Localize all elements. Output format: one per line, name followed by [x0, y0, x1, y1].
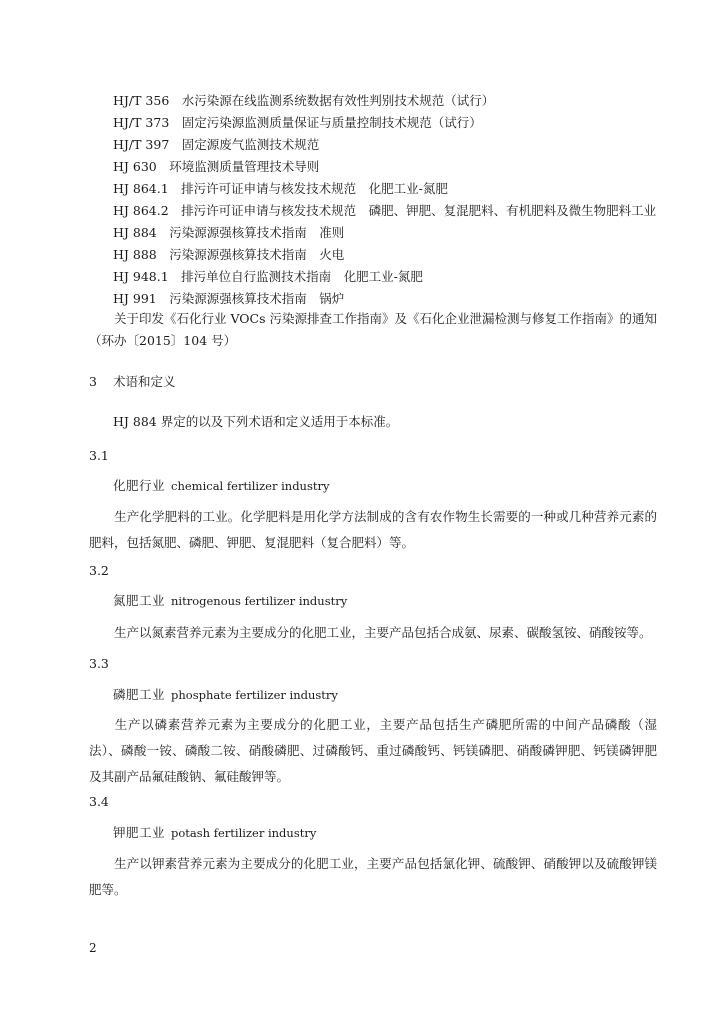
reference-item: HJ 864.1 排污许可证申请与核发技术规范 化肥工业-氮肥 — [113, 181, 448, 196]
term-definition: 生产以磷素营养元素为主要成分的化肥工业，主要产品包括生产磷肥所需的中间产品磷酸（湿法）、磷酸一铵、磷酸二铵、硝酸磷肥、过磷酸钙、重过磷酸钙、钙镁磷肥、硝酸磷钾肥、钙镁磷钾肥及其副产品氟硅酸钠、氟硅酸钾等。 — [89, 717, 657, 784]
notice-reference: 关于印发《石化行业 VOCs 污染源排查工作指南》及《石化企业泄漏检测与修复工作指南》的通知（环办〔2015〕104 号） — [89, 311, 657, 348]
section-intro: HJ 884 界定的以及下列术语和定义适用于本标准。 — [113, 414, 399, 429]
term-heading — [113, 687, 338, 703]
reference-item: HJ 864.2 排污许可证申请与核发技术规范 磷肥、钾肥、复混肥料、有机肥料及微生物肥料工业 — [113, 203, 657, 218]
term-zh: 化肥行业 — [113, 478, 166, 493]
page-number: 2 — [89, 941, 97, 955]
term-definition: 生产化学肥料的工业。化学肥料是用化学方法制成的含有农作物生长需要的一种或几种营养元素的肥料，包括氮肥、磷肥、钾肥、复混肥料（复合肥料）等。 — [89, 509, 657, 550]
term-en: phosphate fertilizer industry — [171, 688, 338, 702]
reference-item: HJ 884 污染源源强核算技术指南 准则 — [113, 225, 345, 240]
term-definition: 生产以氮素营养元素为主要成分的化肥工业，主要产品包括合成氨、尿素、碳酸氢铵、硝酸铵等。 — [114, 625, 652, 640]
reference-item: HJ 991 污染源源强核算技术指南 锅炉 — [113, 291, 345, 306]
term-heading — [113, 478, 329, 494]
term-number: 3.1 — [89, 448, 109, 463]
term-number: 3.4 — [89, 794, 109, 809]
term-zh: 磷肥工业 — [113, 687, 166, 702]
section-number: 3 — [89, 374, 97, 389]
reference-item: HJ/T 356 水污染源在线监测系统数据有效性判别技术规范（试行） — [113, 93, 495, 108]
term-number: 3.3 — [89, 656, 109, 671]
section-title: 术语和定义 — [113, 374, 176, 389]
reference-item: HJ 948.1 排污单位自行监测技术指南 化肥工业-氮肥 — [113, 269, 423, 284]
reference-item: HJ 888 污染源源强核算技术指南 火电 — [113, 247, 345, 262]
term-zh: 氮肥工业 — [113, 593, 166, 608]
term-en: chemical fertilizer industry — [171, 479, 330, 493]
term-en: potash fertilizer industry — [171, 826, 317, 840]
term-heading — [113, 593, 347, 609]
reference-item: HJ/T 397 固定源废气监测技术规范 — [113, 137, 320, 152]
reference-item: HJ/T 373 固定污染源监测质量保证与质量控制技术规范（试行） — [113, 115, 482, 130]
term-heading — [113, 825, 316, 841]
reference-item: HJ 630 环境监测质量管理技术导则 — [113, 159, 320, 174]
term-definition: 生产以钾素营养元素为主要成分的化肥工业，主要产品包括氯化钾、硫酸钾、硝酸钾以及硫酸钾镁肥等。 — [89, 856, 657, 897]
term-number: 3.2 — [89, 563, 109, 578]
term-zh: 钾肥工业 — [113, 825, 166, 840]
term-en: nitrogenous fertilizer industry — [171, 594, 348, 608]
